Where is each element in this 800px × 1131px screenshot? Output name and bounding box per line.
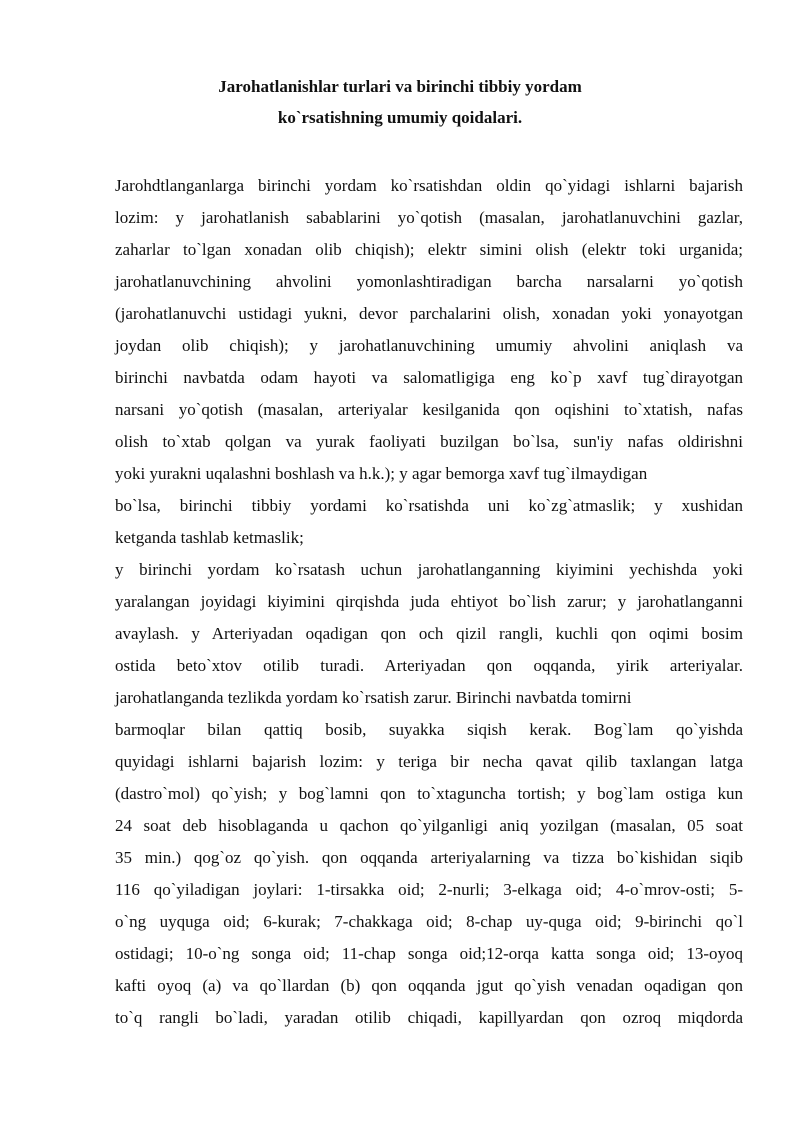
body-text-line: y birinchi yordam ko`rsatash uchun jarohatlanganning kiyimini yechishda yoki bbox=[115, 560, 743, 579]
body-text-line: barmoqlar bilan qattiq bosib, suyakka siqish kerak. Bog`lam qo`yishda bbox=[115, 720, 743, 739]
body-text-line: 24 soat deb hisoblaganda u qachon qo`yilganligi aniq yozilgan (masalan, 05 soat bbox=[115, 816, 743, 835]
body-text-line: quyidagi ishlarni bajarish lozim: y teriga bir necha qavat qilib taxlangan latga bbox=[115, 752, 743, 771]
body-text-line: 116 qo`yiladigan joylari: 1-tirsakka oid; 2-nurli; 3-elkaga oid; 4-o`mrov-osti; 5- bbox=[115, 880, 743, 899]
body-text-line: o`ng uyquga oid; 6-kurak; 7-chakkaga oid; 8-chap uy-quga oid; 9-birinchi qo`l bbox=[115, 912, 743, 931]
body-text-line: bo`lsa, birinchi tibbiy yordami ko`rsatishda uni ko`zg`atmaslik; y xushidan bbox=[115, 496, 743, 515]
body-text-line: birinchi navbatda odam hayoti va salomatligiga eng ko`p xavf tug`dirayotgan bbox=[115, 368, 743, 387]
body-text-line: jarohatlanuvchining ahvolini yomonlashtiradigan barcha narsalarni yo`qotish bbox=[115, 272, 743, 291]
body-text-line: joydan olib chiqish); y jarohatlanuvchining umumiy ahvolini aniqlash va bbox=[115, 336, 743, 355]
body-text-line: olish to`xtab qolgan va yurak faoliyati buzilgan bo`lsa, sun'iy nafas oldirishni bbox=[115, 432, 743, 451]
body-text-line: yaralangan joyidagi kiyimini qirqishda juda ehtiyot bo`lish zarur; y jarohatlanganni bbox=[115, 592, 743, 611]
body-text-line: ketganda tashlab ketmaslik; bbox=[115, 528, 304, 547]
body-text-line: yoki yurakni uqalashni boshlash va h.k.); y agar bemorga xavf tug`ilmaydigan bbox=[115, 464, 648, 483]
document-title-line-2: ko`rsatishning umumiy qoidalari. bbox=[277, 108, 523, 127]
body-text-line: (dastro`mol) qo`yish; y bog`lamni qon to`xtaguncha tortish; y bog`lam ostiga kun bbox=[115, 784, 743, 803]
body-text-line: ostidagi; 10-o`ng songa oid; 11-chap songa oid;12-orqa katta songa oid; 13-oyoq bbox=[115, 944, 743, 963]
body-text-line: ostida beto`xtov otilib turadi. Arteriyadan qon oqqanda, yirik arteriyalar. bbox=[115, 656, 743, 675]
body-text-line: 35 min.) qog`oz qo`yish. qon oqqanda arteriyalarning va tizza bo`kishidan siqib bbox=[115, 848, 743, 867]
body-text-line: (jarohatlanuvchi ustidagi yukni, devor parchalarini olish, xonadan yoki yonayotgan bbox=[115, 304, 743, 323]
body-text-line: lozim: y jarohatlanish sabablarini yo`qotish (masalan, jarohatlanuvchini gazlar, bbox=[115, 208, 743, 227]
body-text-line: kafti oyoq (a) va qo`llardan (b) qon oqqanda jgut qo`yish venadan oqadigan qon bbox=[115, 976, 743, 995]
body-text-line: avaylash. y Arteriyadan oqadigan qon och qizil rangli, kuchli qon oqimi bosim bbox=[115, 624, 743, 643]
body-text-line: Jarohdtlanganlarga birinchi yordam ko`rsatishdan oldin qo`yidagi ishlarni bajarish bbox=[115, 176, 743, 195]
body-text-line: to`q rangli bo`ladi, yaradan otilib chiqadi, kapillyardan qon ozroq miqdorda bbox=[115, 1008, 743, 1027]
document-title-line-1: Jarohatlanishlar turlari va birinchi tibbiy yordam bbox=[218, 77, 582, 96]
body-text-line: jarohatlanganda tezlikda yordam ko`rsatish zarur. Birinchi navbatda tomirni bbox=[115, 688, 632, 707]
body-text-line: narsani yo`qotish (masalan, arteriyalar kesilganida qon oqishini to`xtatish, nafas bbox=[115, 400, 743, 419]
body-text-line: zaharlar to`lgan xonadan olib chiqish); elektr simini olish (elektr toki urganida; bbox=[115, 240, 743, 259]
